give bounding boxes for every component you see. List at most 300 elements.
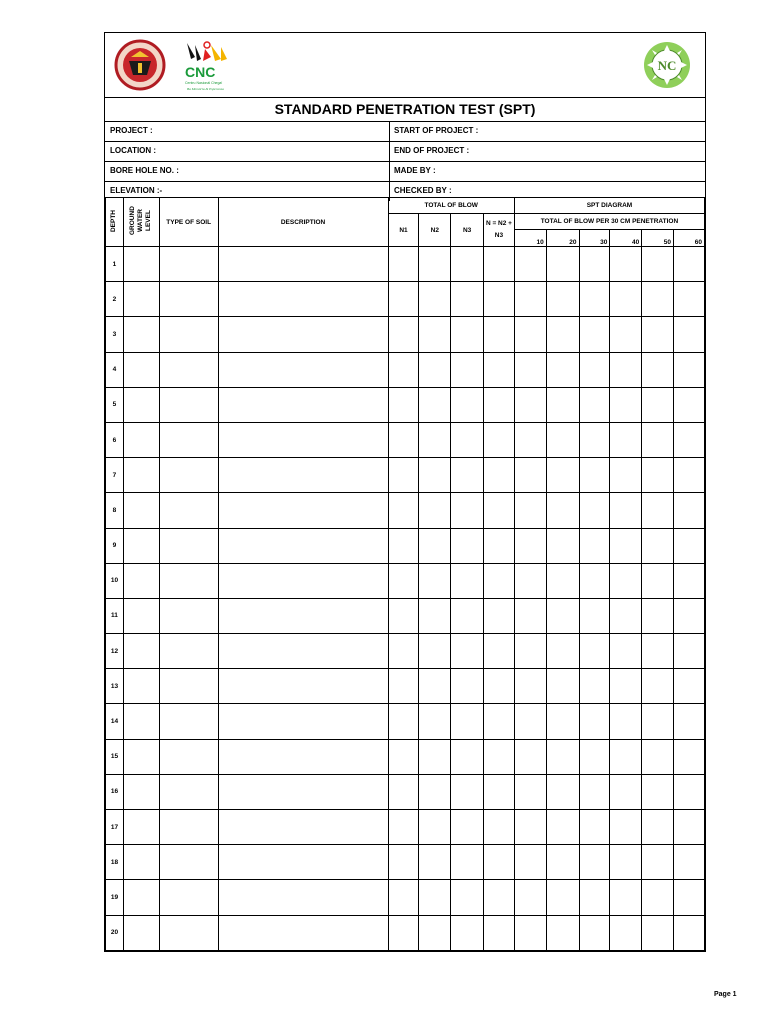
- entry-cell[interactable]: [388, 669, 419, 704]
- entry-cell[interactable]: [451, 634, 484, 669]
- entry-cell[interactable]: [514, 247, 546, 282]
- entry-cell[interactable]: [514, 422, 546, 457]
- entry-cell[interactable]: [123, 493, 159, 528]
- entry-cell[interactable]: [218, 704, 388, 739]
- entry-cell[interactable]: [484, 528, 515, 563]
- entry-cell[interactable]: [610, 422, 642, 457]
- entry-cell[interactable]: [419, 493, 451, 528]
- entry-cell[interactable]: [610, 352, 642, 387]
- entry-cell[interactable]: [674, 845, 705, 880]
- entry-cell[interactable]: [610, 704, 642, 739]
- entry-cell[interactable]: [674, 528, 705, 563]
- entry-cell[interactable]: [123, 810, 159, 845]
- entry-cell[interactable]: [514, 669, 546, 704]
- n2-header: N2: [419, 214, 451, 247]
- entry-cell[interactable]: [419, 880, 451, 915]
- table-row: [106, 352, 705, 387]
- entry-cell[interactable]: [674, 458, 705, 493]
- entry-cell[interactable]: [484, 880, 515, 915]
- entry-cell[interactable]: [419, 563, 451, 598]
- entry-cell[interactable]: [159, 282, 218, 317]
- entry-cell[interactable]: [218, 810, 388, 845]
- entry-cell[interactable]: [419, 458, 451, 493]
- entry-cell[interactable]: [546, 352, 579, 387]
- entry-cell[interactable]: [218, 669, 388, 704]
- entry-cell[interactable]: [123, 282, 159, 317]
- type-of-soil-header: TYPE OF SOIL: [159, 198, 218, 247]
- n3-header: N3: [451, 214, 484, 247]
- entry-cell[interactable]: [546, 458, 579, 493]
- entry-cell[interactable]: [610, 247, 642, 282]
- entry-cell[interactable]: [218, 493, 388, 528]
- entry-cell[interactable]: [514, 598, 546, 633]
- entry-cell[interactable]: [419, 422, 451, 457]
- entry-cell[interactable]: [610, 845, 642, 880]
- entry-cell[interactable]: [514, 634, 546, 669]
- entry-cell[interactable]: [579, 915, 610, 950]
- entry-cell[interactable]: [451, 528, 484, 563]
- entry-cell[interactable]: [123, 458, 159, 493]
- entry-cell[interactable]: [514, 704, 546, 739]
- table-row: [106, 387, 705, 422]
- entry-cell[interactable]: [484, 704, 515, 739]
- entry-cell[interactable]: [123, 528, 159, 563]
- entry-cell[interactable]: [484, 845, 515, 880]
- entry-cell[interactable]: [159, 845, 218, 880]
- entry-cell[interactable]: [642, 739, 674, 774]
- entry-cell[interactable]: [419, 915, 451, 950]
- entry-cell[interactable]: [674, 634, 705, 669]
- depth-value: 5: [106, 387, 124, 422]
- entry-cell[interactable]: [674, 493, 705, 528]
- entry-cell[interactable]: [484, 317, 515, 352]
- start-of-project-label: START OF PROJECT :: [394, 126, 479, 135]
- entry-cell[interactable]: [546, 528, 579, 563]
- entry-cell[interactable]: [218, 282, 388, 317]
- bore-hole-label: BORE HOLE NO. :: [110, 166, 179, 175]
- depth-header: DEPTH: [106, 198, 124, 247]
- entry-cell[interactable]: [546, 845, 579, 880]
- entry-cell[interactable]: [546, 247, 579, 282]
- entry-cell[interactable]: [451, 774, 484, 809]
- depth-value: 9: [106, 528, 124, 563]
- entry-cell[interactable]: [514, 810, 546, 845]
- scale-tick-4: 50: [642, 230, 674, 247]
- table-row: [106, 317, 705, 352]
- depth-value: 7: [106, 458, 124, 493]
- entry-cell[interactable]: [159, 352, 218, 387]
- entry-cell[interactable]: [642, 669, 674, 704]
- entry-cell[interactable]: [123, 598, 159, 633]
- entry-cell[interactable]: [388, 282, 419, 317]
- entry-cell[interactable]: [546, 739, 579, 774]
- timor-leste-emblem-icon: [109, 39, 171, 91]
- entry-cell[interactable]: [159, 598, 218, 633]
- entry-cell[interactable]: [514, 845, 546, 880]
- entry-cell[interactable]: [546, 317, 579, 352]
- entry-cell[interactable]: [642, 352, 674, 387]
- entry-cell[interactable]: [674, 880, 705, 915]
- entry-cell[interactable]: [388, 845, 419, 880]
- entry-cell[interactable]: [123, 880, 159, 915]
- entry-cell[interactable]: [579, 739, 610, 774]
- entry-cell[interactable]: [610, 880, 642, 915]
- entry-cell[interactable]: [419, 774, 451, 809]
- entry-cell[interactable]: [579, 598, 610, 633]
- entry-cell[interactable]: [642, 282, 674, 317]
- entry-cell[interactable]: [610, 563, 642, 598]
- entry-cell[interactable]: [642, 493, 674, 528]
- entry-cell[interactable]: [579, 563, 610, 598]
- entry-cell[interactable]: [674, 563, 705, 598]
- entry-cell[interactable]: [642, 247, 674, 282]
- entry-cell[interactable]: [123, 387, 159, 422]
- entry-cell[interactable]: [451, 247, 484, 282]
- entry-cell[interactable]: [579, 493, 610, 528]
- entry-cell[interactable]: [610, 317, 642, 352]
- entry-cell[interactable]: [546, 282, 579, 317]
- entry-cell[interactable]: [642, 563, 674, 598]
- entry-cell[interactable]: [218, 880, 388, 915]
- entry-cell[interactable]: [451, 458, 484, 493]
- entry-cell[interactable]: [388, 422, 419, 457]
- entry-cell[interactable]: [514, 739, 546, 774]
- table-row: [106, 634, 705, 669]
- entry-cell[interactable]: [579, 352, 610, 387]
- entry-cell[interactable]: [610, 458, 642, 493]
- entry-cell[interactable]: [514, 493, 546, 528]
- entry-cell[interactable]: [514, 352, 546, 387]
- entry-cell[interactable]: [484, 422, 515, 457]
- entry-cell[interactable]: [484, 915, 515, 950]
- entry-cell[interactable]: [419, 669, 451, 704]
- entry-cell[interactable]: [610, 282, 642, 317]
- table-row: [106, 598, 705, 633]
- entry-cell[interactable]: [484, 247, 515, 282]
- entry-cell[interactable]: [419, 282, 451, 317]
- entry-cell[interactable]: [546, 634, 579, 669]
- table-row: [106, 669, 705, 704]
- cnc-subtitle: Centru Nasionál Chega!: [185, 81, 223, 85]
- entry-cell[interactable]: [642, 915, 674, 950]
- entry-cell[interactable]: [484, 493, 515, 528]
- entry-cell[interactable]: [610, 915, 642, 950]
- entry-cell[interactable]: [610, 739, 642, 774]
- entry-cell[interactable]: [514, 528, 546, 563]
- made-by-label: MADE BY :: [394, 166, 436, 175]
- entry-cell[interactable]: [123, 247, 159, 282]
- entry-cell[interactable]: [674, 704, 705, 739]
- entry-cell[interactable]: [484, 387, 515, 422]
- entry-cell[interactable]: [642, 598, 674, 633]
- entry-cell[interactable]: [123, 352, 159, 387]
- entry-cell[interactable]: [159, 634, 218, 669]
- entry-cell[interactable]: [388, 493, 419, 528]
- entry-cell[interactable]: [484, 634, 515, 669]
- entry-cell[interactable]: [579, 422, 610, 457]
- entry-cell[interactable]: [610, 598, 642, 633]
- entry-cell[interactable]: [123, 634, 159, 669]
- entry-cell[interactable]: [642, 422, 674, 457]
- entry-cell[interactable]: [451, 880, 484, 915]
- entry-cell[interactable]: [674, 247, 705, 282]
- entry-cell[interactable]: [546, 704, 579, 739]
- entry-cell[interactable]: [388, 458, 419, 493]
- entry-cell[interactable]: [419, 352, 451, 387]
- entry-cell[interactable]: [218, 563, 388, 598]
- n-sum-header: N = N2 + N3: [484, 214, 515, 247]
- entry-cell[interactable]: [123, 915, 159, 950]
- entry-cell[interactable]: [451, 845, 484, 880]
- entry-cell[interactable]: [419, 387, 451, 422]
- elevation-label: ELEVATION :-: [110, 186, 163, 195]
- entry-cell[interactable]: [218, 317, 388, 352]
- entry-cell[interactable]: [514, 317, 546, 352]
- entry-cell[interactable]: [484, 774, 515, 809]
- depth-value: 4: [106, 352, 124, 387]
- entry-cell[interactable]: [123, 845, 159, 880]
- entry-cell[interactable]: [218, 845, 388, 880]
- entry-cell[interactable]: [218, 422, 388, 457]
- entry-cell[interactable]: [451, 493, 484, 528]
- entry-cell[interactable]: [388, 915, 419, 950]
- entry-cell[interactable]: [610, 669, 642, 704]
- entry-cell[interactable]: [546, 387, 579, 422]
- entry-cell[interactable]: [642, 880, 674, 915]
- depth-value: 20: [106, 915, 124, 950]
- entry-cell[interactable]: [610, 774, 642, 809]
- entry-cell[interactable]: [610, 528, 642, 563]
- entry-cell[interactable]: [123, 563, 159, 598]
- entry-cell[interactable]: [579, 704, 610, 739]
- entry-cell[interactable]: [451, 387, 484, 422]
- page-title: STANDARD PENETRATION TEST (SPT): [105, 97, 705, 122]
- entry-cell[interactable]: [484, 563, 515, 598]
- entry-cell[interactable]: [419, 528, 451, 563]
- entry-cell[interactable]: [123, 774, 159, 809]
- entry-cell[interactable]: [674, 669, 705, 704]
- entry-cell[interactable]: [451, 317, 484, 352]
- entry-cell[interactable]: [546, 810, 579, 845]
- entry-cell[interactable]: [579, 317, 610, 352]
- entry-cell[interactable]: [579, 282, 610, 317]
- entry-cell[interactable]: [388, 739, 419, 774]
- entry-cell[interactable]: [579, 810, 610, 845]
- entry-cell[interactable]: [451, 810, 484, 845]
- entry-cell[interactable]: [419, 598, 451, 633]
- entry-cell[interactable]: [514, 387, 546, 422]
- entry-cell[interactable]: [642, 387, 674, 422]
- depth-value: 1: [106, 247, 124, 282]
- entry-cell[interactable]: [218, 598, 388, 633]
- entry-cell[interactable]: [484, 352, 515, 387]
- entry-cell[interactable]: [419, 739, 451, 774]
- entry-cell[interactable]: [642, 704, 674, 739]
- entry-cell[interactable]: [123, 669, 159, 704]
- entry-cell[interactable]: [388, 317, 419, 352]
- entry-cell[interactable]: [159, 493, 218, 528]
- entry-cell[interactable]: [674, 387, 705, 422]
- entry-cell[interactable]: [514, 915, 546, 950]
- entry-cell[interactable]: [642, 458, 674, 493]
- entry-cell[interactable]: [642, 810, 674, 845]
- entry-cell[interactable]: [123, 422, 159, 457]
- entry-cell[interactable]: [579, 458, 610, 493]
- depth-value: 19: [106, 880, 124, 915]
- entry-cell[interactable]: [159, 458, 218, 493]
- entry-cell[interactable]: [579, 634, 610, 669]
- entry-cell[interactable]: [514, 282, 546, 317]
- entry-cell[interactable]: [674, 598, 705, 633]
- entry-cell[interactable]: [674, 352, 705, 387]
- entry-cell[interactable]: [388, 598, 419, 633]
- entry-cell[interactable]: [579, 669, 610, 704]
- entry-cell[interactable]: [159, 669, 218, 704]
- entry-cell[interactable]: [419, 634, 451, 669]
- logo-bar: [105, 33, 705, 98]
- entry-cell[interactable]: [388, 387, 419, 422]
- entry-cell[interactable]: [419, 845, 451, 880]
- entry-cell[interactable]: [579, 880, 610, 915]
- nc-text: NC: [657, 58, 677, 73]
- entry-cell[interactable]: [159, 247, 218, 282]
- entry-cell[interactable]: [610, 810, 642, 845]
- entry-cell[interactable]: [388, 247, 419, 282]
- entry-cell[interactable]: [159, 387, 218, 422]
- entry-cell[interactable]: [546, 915, 579, 950]
- entry-cell[interactable]: [642, 634, 674, 669]
- entry-cell[interactable]: [159, 739, 218, 774]
- entry-cell[interactable]: [642, 845, 674, 880]
- depth-value: 13: [106, 669, 124, 704]
- entry-cell[interactable]: [218, 387, 388, 422]
- entry-cell[interactable]: [674, 317, 705, 352]
- entry-cell[interactable]: [218, 915, 388, 950]
- entry-cell[interactable]: [419, 247, 451, 282]
- entry-cell[interactable]: [674, 774, 705, 809]
- entry-cell[interactable]: [159, 704, 218, 739]
- entry-cell[interactable]: [451, 739, 484, 774]
- entry-cell[interactable]: [123, 739, 159, 774]
- entry-cell[interactable]: [610, 387, 642, 422]
- entry-cell[interactable]: [419, 810, 451, 845]
- entry-cell[interactable]: [388, 563, 419, 598]
- entry-cell[interactable]: [484, 810, 515, 845]
- entry-cell[interactable]: [484, 282, 515, 317]
- cnc-motto: Ba Memória & Esperansa: [187, 87, 224, 91]
- entry-cell[interactable]: [579, 528, 610, 563]
- entry-cell[interactable]: [546, 669, 579, 704]
- entry-cell[interactable]: [451, 422, 484, 457]
- entry-cell[interactable]: [579, 845, 610, 880]
- project-label: PROJECT :: [110, 126, 153, 135]
- entry-cell[interactable]: [159, 563, 218, 598]
- entry-cell[interactable]: [546, 493, 579, 528]
- entry-cell[interactable]: [514, 458, 546, 493]
- entry-cell[interactable]: [642, 528, 674, 563]
- entry-cell[interactable]: [419, 317, 451, 352]
- entry-cell[interactable]: [388, 634, 419, 669]
- entry-cell[interactable]: [218, 739, 388, 774]
- entry-cell[interactable]: [546, 880, 579, 915]
- table-row: [106, 282, 705, 317]
- table-row: [106, 247, 705, 282]
- entry-cell[interactable]: [419, 704, 451, 739]
- info-row-location: [105, 141, 705, 162]
- spt-form-sheet: [104, 32, 706, 952]
- entry-cell[interactable]: [388, 880, 419, 915]
- entry-cell[interactable]: [451, 598, 484, 633]
- entry-cell[interactable]: [546, 422, 579, 457]
- entry-cell[interactable]: [579, 774, 610, 809]
- entry-cell[interactable]: [218, 352, 388, 387]
- entry-cell[interactable]: [451, 352, 484, 387]
- entry-cell[interactable]: [159, 915, 218, 950]
- entry-cell[interactable]: [610, 634, 642, 669]
- entry-cell[interactable]: [546, 563, 579, 598]
- entry-cell[interactable]: [159, 774, 218, 809]
- entry-cell[interactable]: [451, 915, 484, 950]
- entry-cell[interactable]: [218, 774, 388, 809]
- entry-cell[interactable]: [674, 915, 705, 950]
- entry-cell[interactable]: [484, 739, 515, 774]
- entry-cell[interactable]: [388, 704, 419, 739]
- entry-cell[interactable]: [514, 563, 546, 598]
- entry-cell[interactable]: [514, 774, 546, 809]
- entry-cell[interactable]: [451, 704, 484, 739]
- entry-cell[interactable]: [159, 810, 218, 845]
- entry-cell[interactable]: [674, 810, 705, 845]
- entry-cell[interactable]: [451, 563, 484, 598]
- entry-cell[interactable]: [218, 528, 388, 563]
- entry-cell[interactable]: [674, 282, 705, 317]
- entry-cell[interactable]: [642, 317, 674, 352]
- depth-value: 3: [106, 317, 124, 352]
- entry-cell[interactable]: [484, 458, 515, 493]
- entry-cell[interactable]: [674, 739, 705, 774]
- entry-cell[interactable]: [159, 528, 218, 563]
- entry-cell[interactable]: [451, 669, 484, 704]
- entry-cell[interactable]: [218, 458, 388, 493]
- entry-cell[interactable]: [674, 422, 705, 457]
- location-label: LOCATION :: [110, 146, 157, 155]
- entry-cell[interactable]: [579, 247, 610, 282]
- entry-cell[interactable]: [388, 528, 419, 563]
- entry-cell[interactable]: [484, 669, 515, 704]
- entry-cell[interactable]: [123, 317, 159, 352]
- entry-cell[interactable]: [546, 774, 579, 809]
- entry-cell[interactable]: [388, 774, 419, 809]
- entry-cell[interactable]: [484, 598, 515, 633]
- entry-cell[interactable]: [610, 493, 642, 528]
- entry-cell[interactable]: [159, 317, 218, 352]
- entry-cell[interactable]: [218, 247, 388, 282]
- entry-cell[interactable]: [451, 282, 484, 317]
- entry-cell[interactable]: [642, 774, 674, 809]
- entry-cell[interactable]: [388, 352, 419, 387]
- entry-cell[interactable]: [388, 810, 419, 845]
- entry-cell[interactable]: [123, 704, 159, 739]
- scale-tick-2: 30: [579, 230, 610, 247]
- scale-tick-5: 60: [674, 230, 705, 247]
- entry-cell[interactable]: [159, 422, 218, 457]
- entry-cell[interactable]: [514, 880, 546, 915]
- entry-cell[interactable]: [218, 634, 388, 669]
- entry-cell[interactable]: [546, 598, 579, 633]
- entry-cell[interactable]: [579, 387, 610, 422]
- depth-value: 16: [106, 774, 124, 809]
- entry-cell[interactable]: [159, 880, 218, 915]
